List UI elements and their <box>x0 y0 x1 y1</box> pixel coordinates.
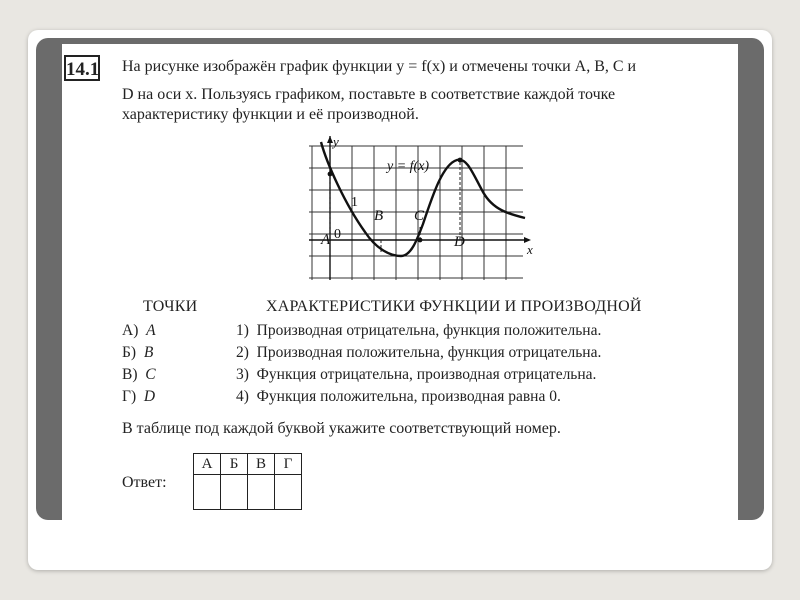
unit-label: 1 <box>351 195 358 210</box>
point-b-label: B <box>374 208 384 224</box>
point-c-label: C <box>414 208 425 224</box>
point-row-c: В) C <box>122 366 156 383</box>
y-axis-label: y <box>333 134 339 149</box>
problem-text-line-1: На рисунке изображён график функции y = f(x) и отмечены точки A, B, C и <box>122 58 637 75</box>
answer-col-header: Б <box>221 454 248 475</box>
answer-label: Ответ: <box>122 474 167 491</box>
point-a-label: A <box>321 232 331 248</box>
point-row-b: Б) B <box>122 344 154 361</box>
characteristics-header: ХАРАКТЕРИСТИКИ ФУНКЦИИ И ПРОИЗВОДНОЙ <box>266 298 642 315</box>
point-row-a: А) A <box>122 322 156 339</box>
point-d-label: D <box>454 234 465 250</box>
problem-text-line-2: D на оси x. Пользуясь графиком, поставьте в соответствие каждой точке <box>122 86 616 103</box>
answer-cell[interactable] <box>194 475 221 510</box>
instruction-text: В таблице под каждой буквой укажите соответствующий номер. <box>122 420 561 437</box>
answer-col-header: А <box>194 454 221 475</box>
answer-col-header: В <box>248 454 275 475</box>
x-axis-label: x <box>527 242 533 257</box>
answer-cell[interactable] <box>221 475 248 510</box>
problem-number: 14.1 <box>64 55 100 81</box>
characteristic-3: 3) Функция отрицательна, производная отрицательна. <box>236 366 597 383</box>
problem-text-line-3: характеристику функции и её производной. <box>122 106 419 123</box>
points-header: ТОЧКИ <box>143 298 198 315</box>
answer-col-header: Г <box>275 454 302 475</box>
characteristic-1: 1) Производная отрицательна, функция положительна. <box>236 322 602 339</box>
origin-label: 0 <box>334 227 341 242</box>
answer-cell[interactable] <box>248 475 275 510</box>
answer-table <box>193 453 302 510</box>
characteristic-4: 4) Функция положительна, производная равна 0. <box>236 388 561 405</box>
function-label: y = f(x) <box>387 159 430 174</box>
point-row-d: Г) D <box>122 388 156 405</box>
answer-cell[interactable] <box>275 475 302 510</box>
function-graph <box>305 134 533 284</box>
characteristic-2: 2) Производная положительна, функция отрицательна. <box>236 344 602 361</box>
